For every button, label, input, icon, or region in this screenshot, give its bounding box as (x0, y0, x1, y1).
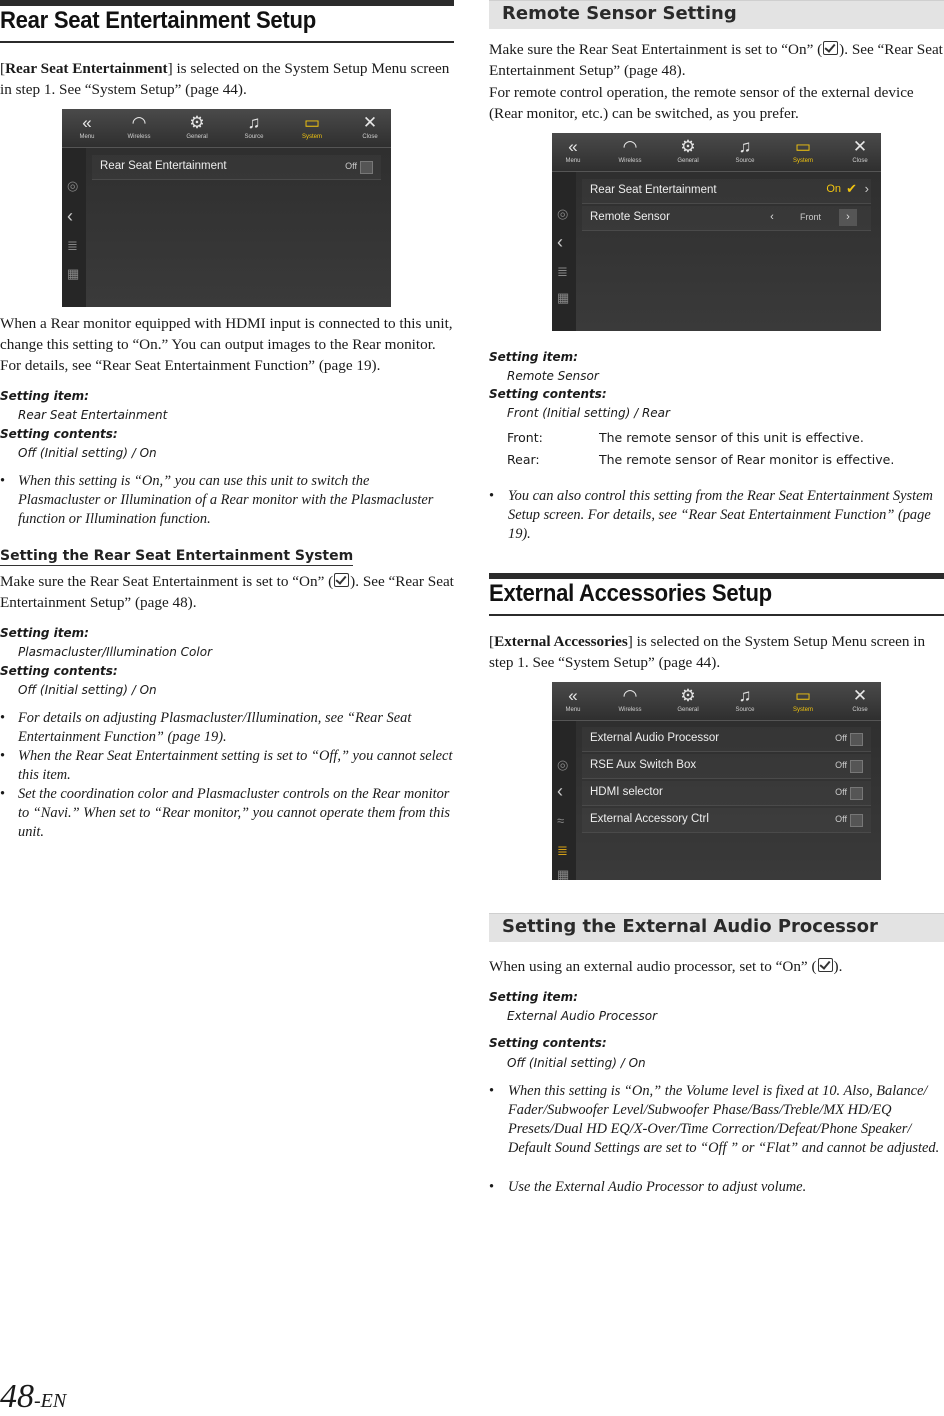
checkbox[interactable] (850, 733, 863, 746)
wireless-tab[interactable] (603, 136, 657, 164)
bullet-dot: • (0, 748, 6, 764)
page-number (0, 1378, 66, 1416)
ext-intro-rest: ] is selected on the System Setup Menu screen in step 1. See “System Setup” (page 44). (489, 633, 926, 671)
remote-para (489, 39, 944, 81)
eap-contents-value: Off (Initial setting) / On (507, 1056, 646, 1070)
front-term: Front: (507, 430, 543, 445)
row-value: Off (835, 733, 847, 743)
menu-icon: « (82, 113, 92, 132)
grid-icon: ▦ (67, 266, 80, 281)
sub-bullet-1 (0, 709, 454, 747)
music-icon: ♫ (738, 137, 752, 156)
sub-contents-value: Off (Initial setting) / On (18, 683, 157, 697)
para-part-a: When using an external audio processor, set to “On” ( (489, 958, 817, 975)
bullet-dot: • (489, 1179, 495, 1195)
checkbox[interactable] (360, 161, 373, 174)
left-column (0, 0, 454, 1416)
wireless-tab[interactable] (112, 112, 166, 140)
close-icon: ✕ (852, 137, 868, 156)
remote-sensor-row[interactable] (582, 206, 871, 231)
close-tab[interactable] (343, 112, 391, 140)
grid-icon: ▦ (557, 290, 570, 305)
rse-bullet (0, 472, 454, 529)
general-label: General (186, 134, 208, 140)
menu-tab[interactable] (62, 112, 114, 140)
gear-icon: ⚙ (680, 686, 696, 705)
section-heading-ext: External Accessories Setup (489, 580, 772, 607)
menu-icon: « (568, 137, 578, 156)
sub-item-label: Setting item: (0, 626, 89, 640)
close-label: Close (852, 707, 868, 713)
music-icon: ♫ (247, 113, 261, 132)
eap-bullet-1 (489, 1082, 944, 1158)
close-tab[interactable] (833, 685, 881, 713)
back-icon[interactable]: ‹ (557, 781, 563, 801)
bullet-text: When the Rear Seat Entertainment setting is set to “Off,” you cannot select this item. (18, 748, 453, 783)
bullet-text: You can also control this setting from the Rear Seat Entertainment System Setup screen. For details, see “Rear Seat Entertainment Function” (page 19). (508, 488, 933, 542)
system-label: System (301, 134, 322, 140)
bullet-dot: • (0, 786, 6, 802)
ext-intro: [External Accessories] is selected on the System Setup Menu screen in step 1. See “System Setup” (page 44). (489, 633, 926, 671)
close-icon: ✕ (852, 686, 868, 705)
bullet-text: Set the coordination color and Plasmacluster controls on the Rear monitor to “Navi.” When set to “Rear monitor,” you cannot operate them from this unit. (18, 786, 450, 840)
sub-bullet-3 (0, 785, 454, 842)
side-bar (552, 721, 576, 880)
system-label: System (792, 158, 813, 164)
setting-item-value: Rear Seat Entertainment (18, 408, 168, 422)
chevron-left-icon[interactable]: ‹ (770, 211, 774, 223)
gear-icon: ⚙ (680, 137, 696, 156)
close-tab[interactable] (833, 136, 881, 164)
rse-intro-bold: Rear Seat Entertainment (5, 60, 168, 77)
menu-label: Menu (565, 158, 581, 164)
remote-contents-label: Setting contents: (489, 387, 607, 401)
bullet-dot: • (0, 710, 6, 726)
row-label: HDMI selector (590, 786, 663, 798)
side-bar (62, 148, 86, 307)
para-part-b: ). See “Rear Seat Entertainment Setup” (page 48). (489, 41, 943, 79)
side-bar (552, 172, 576, 331)
eap-para (489, 956, 944, 977)
general-label: General (677, 707, 699, 713)
general-tab[interactable] (170, 112, 224, 140)
rse-row[interactable] (92, 155, 381, 180)
remote-item-label: Setting item: (489, 350, 578, 364)
accessory-row[interactable] (582, 808, 871, 833)
rear-desc: The remote sensor of Rear monitor is effective. (599, 452, 895, 467)
rse-row[interactable] (582, 179, 871, 204)
screenshot-rse (62, 109, 391, 307)
list-icon: ≣ (67, 238, 78, 253)
wifi-icon: ◠ (131, 113, 147, 132)
top-bar (552, 133, 881, 172)
para-part-a: Make sure the Rear Seat Entertainment is set to “On” ( (489, 41, 823, 58)
source-label: Source (244, 134, 264, 140)
heading-rule (0, 41, 454, 43)
wifi-icon: ◠ (622, 137, 638, 156)
remote-contents-value: Front (Initial setting) / Rear (507, 406, 670, 420)
row-label: Rear Seat Entertainment (100, 160, 227, 172)
sub-item-value: Plasmacluster/Illumination Color (18, 645, 212, 659)
wifi-icon: ◠ (622, 686, 638, 705)
gear-icon: ⚙ (189, 113, 205, 132)
remote-item-value: Remote Sensor (507, 369, 599, 383)
remote-heading-box (489, 0, 944, 29)
wireless-label: Wireless (127, 134, 151, 140)
menu-tab[interactable] (552, 136, 600, 164)
menu-label: Menu (565, 707, 581, 713)
setting-contents-label: Setting contents: (0, 427, 118, 441)
row-value: Off (835, 814, 847, 824)
bullet-dot: • (489, 1083, 495, 1099)
top-bar (62, 109, 391, 148)
bullet-text: Use the External Audio Processor to adjust volume. (508, 1179, 807, 1195)
para-part-b: ). See “Rear Seat Entertainment Setup” (page 48). (0, 573, 454, 611)
wireless-label: Wireless (618, 707, 642, 713)
checkmark-icon (823, 41, 838, 55)
checkbox[interactable] (850, 787, 863, 800)
list-icon: ≣ (557, 264, 568, 279)
source-label: Source (735, 158, 755, 164)
side-icon: ◎ (67, 178, 79, 193)
source-label: Source (735, 707, 755, 713)
top-bar (552, 682, 881, 721)
back-icon[interactable]: ‹ (557, 232, 563, 252)
heading-bar (489, 573, 944, 579)
para-part-b: ). (833, 958, 843, 975)
section-heading-rse: Rear Seat Entertainment Setup (0, 7, 316, 34)
bullet-dot: • (0, 473, 6, 489)
system-tab[interactable] (776, 685, 830, 713)
menu-tab[interactable] (552, 685, 600, 713)
bullet-text: When this setting is “On,” the Volume level is fixed at 10. Also, Balance/ Fader/Subwoofer Level/Subwoofer Phase/Bass/Treble/MX HD/EQ Presets/Dual HD EQ/X-Over/Time Correction/Defeat/Phone Speaker/ Default Sound Settings are set to “Off ” or “Flat” and cannot be adjusted. (508, 1083, 940, 1156)
rear-term: Rear: (507, 452, 540, 467)
general-tab[interactable] (661, 136, 715, 164)
ext-intro-bold: External Accessories (494, 633, 628, 650)
list-icon: ≣ (557, 843, 568, 858)
row-value: Off (345, 161, 357, 171)
row-value: Off (835, 787, 847, 797)
screenshot-remote-sensor (552, 133, 881, 331)
monitor-icon: ▭ (794, 137, 812, 156)
menu-icon: « (568, 686, 578, 705)
setting-item-label: Setting item: (0, 389, 89, 403)
close-icon: ✕ (362, 113, 378, 132)
page-num: 48 (0, 1378, 34, 1415)
accessory-row[interactable] (582, 727, 871, 752)
sub-bullet-2 (0, 747, 454, 785)
heading-rule (489, 614, 944, 616)
menu-label: Menu (79, 134, 95, 140)
checkbox[interactable] (850, 814, 863, 827)
music-icon: ♫ (738, 686, 752, 705)
eap-item-value: External Audio Processor (507, 1009, 658, 1023)
front-desc: The remote sensor of this unit is effective. (599, 430, 864, 445)
remote-bullet (489, 487, 944, 544)
setting-contents-value: Off (Initial setting) / On (18, 446, 157, 460)
back-icon[interactable]: ‹ (67, 206, 73, 226)
source-tab[interactable] (718, 685, 772, 713)
bullet-dot: • (489, 488, 495, 504)
close-label: Close (852, 158, 868, 164)
side-icon: ◎ (557, 757, 569, 772)
side-icon: ◎ (557, 206, 569, 221)
monitor-icon: ▭ (303, 113, 321, 132)
sub-heading-rse-system: Setting the Rear Seat Entertainment System (0, 548, 354, 564)
right-column (489, 0, 944, 1416)
checkmark-icon (334, 573, 349, 587)
system-tab[interactable] (285, 112, 339, 140)
rse-system-para (0, 571, 454, 613)
rse-para1: When a Rear monitor equipped with HDMI input is connected to this unit, change this setting to “On.” You can output images to the Rear monitor. For details, see “Rear Seat Entertainment Function” (page 19). (0, 315, 453, 374)
row-label: External Accessory Ctrl (590, 813, 709, 825)
checkmark-icon (818, 958, 833, 972)
general-label: General (677, 158, 699, 164)
sub-contents-label: Setting contents: (0, 664, 118, 678)
wireless-tab[interactable] (603, 685, 657, 713)
wave-icon: ≈ (557, 813, 565, 828)
row-label: RSE Aux Switch Box (590, 759, 697, 771)
checkbox[interactable] (850, 760, 863, 773)
heading-bar (0, 0, 454, 6)
remote-heading: Remote Sensor Setting (502, 3, 737, 24)
row-label: External Audio Processor (590, 732, 720, 744)
row-label: Rear Seat Entertainment (590, 184, 717, 196)
accessory-row[interactable] (582, 754, 871, 779)
eap-heading-box (489, 913, 944, 942)
monitor-icon: ▭ (794, 686, 812, 705)
source-tab[interactable] (718, 136, 772, 164)
eap-contents-label: Setting contents: (489, 1036, 607, 1050)
para-part-a: Make sure the Rear Seat Entertainment is set to “On” ( (0, 573, 334, 590)
system-tab[interactable] (776, 136, 830, 164)
bullet-text: When this setting is “On,” you can use this unit to switch the Plasmacluster or Illumination of a Rear monitor with the Plasmacluster function or Illumination function. (18, 473, 434, 527)
system-label: System (792, 707, 813, 713)
remote-para2: For remote control operation, the remote sensor of the external device (Rear monitor, etc.) can be switched, as you prefer. (489, 84, 914, 122)
row-value-on: On (826, 183, 841, 195)
source-tab[interactable] (227, 112, 281, 140)
page-suffix: -EN (34, 1390, 67, 1412)
chevron-right-icon[interactable]: › (839, 209, 857, 226)
row-value: Front (799, 212, 821, 222)
eap-heading: Setting the External Audio Processor (502, 916, 878, 937)
accessory-row[interactable] (582, 781, 871, 806)
grid-icon: ▦ (557, 867, 570, 880)
row-value: Off (835, 760, 847, 770)
rse-intro-rest: ] is selected on the System Setup Menu screen in step 1. See “System Setup” (page 44). (0, 60, 450, 98)
close-label: Close (362, 134, 378, 140)
row-label: Remote Sensor (590, 211, 670, 223)
rse-intro: [Rear Seat Entertainment] is selected on the System Setup Menu screen in step 1. See “System Setup” (page 44). (0, 60, 450, 98)
eap-bullet-2 (489, 1178, 944, 1197)
eap-item-label: Setting item: (489, 990, 578, 1004)
chevron-right-icon[interactable]: › (864, 181, 869, 196)
bullet-text: For details on adjusting Plasmacluster/Illumination, see “Rear Seat Entertainment Function” (page 19). (18, 710, 412, 745)
general-tab[interactable] (661, 685, 715, 713)
wireless-label: Wireless (618, 158, 642, 164)
screenshot-external-accessories (552, 682, 881, 880)
check-icon: ✔ (846, 181, 857, 196)
